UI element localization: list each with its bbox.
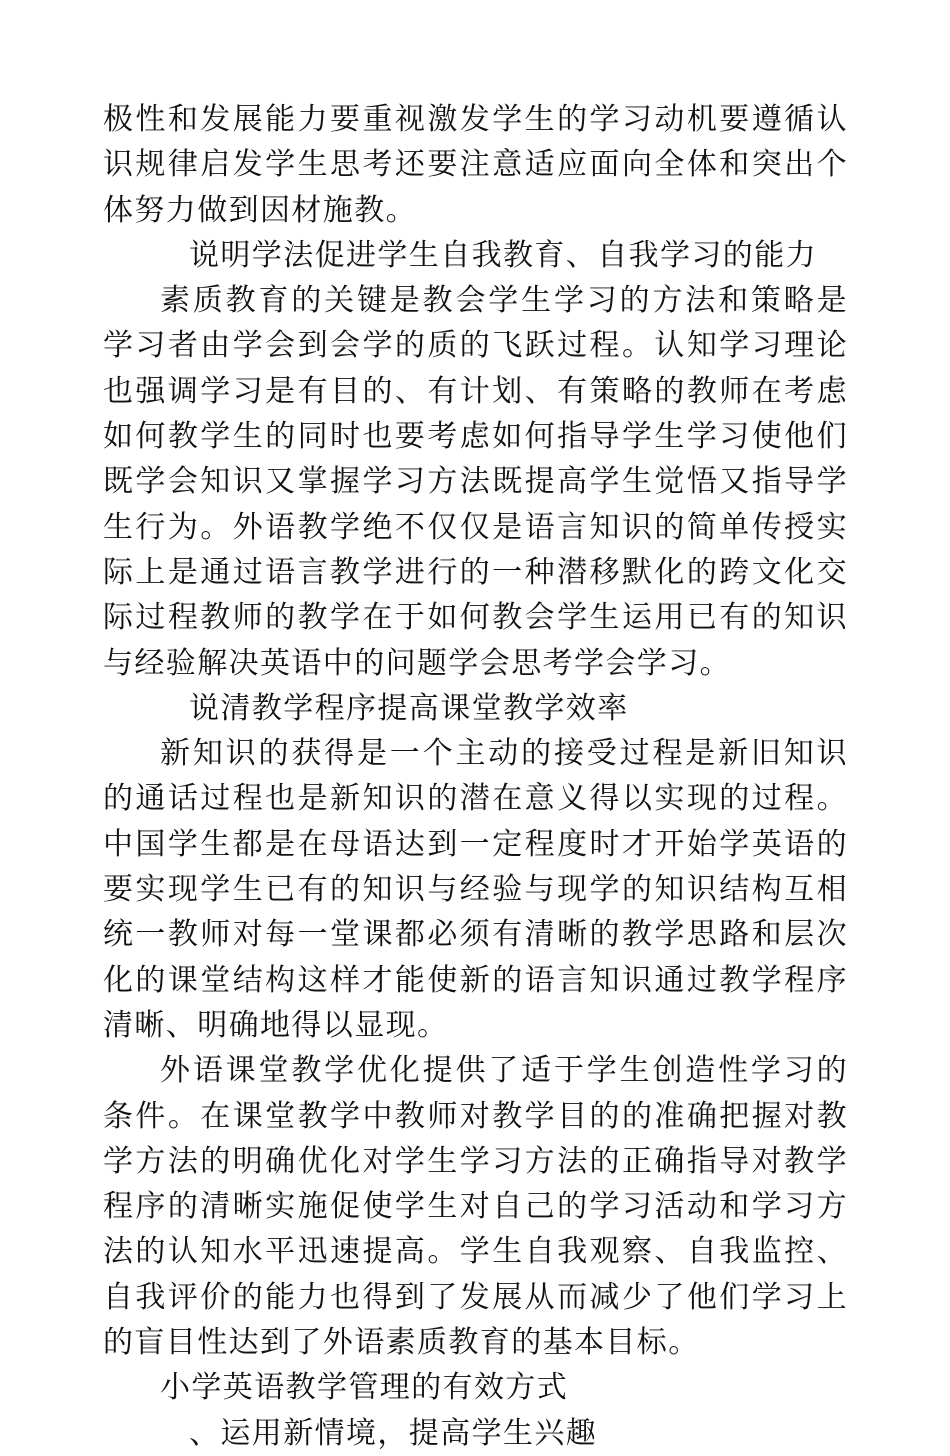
subsection-heading: 、运用新情境，提高学生兴趣: [189, 1415, 598, 1451]
body-paragraph: 新知识的获得是一个主动的接受过程是新旧知识的通话过程也是新知识的潜在意义得以实现的过程。中国学生都是在母语达到一定程度时才开始学英语的要实现学生已有的知识与经验与现学的知识结构互相统一教师对每一堂课都必须有清晰的教学思路和层次化的课堂结构这样才能使新的语言知识通过教学程序清晰、明确地得以显现。: [103, 736, 848, 1043]
section-heading: 说清教学程序提高课堂教学效率: [189, 690, 629, 726]
body-paragraph: 极性和发展能力要重视激发学生的学习动机要遵循认识规律启发学生思考还要注意适应面向全体和突出个体努力做到因材施教。: [103, 102, 848, 228]
document-page: [103, 97, 848, 1456]
section-heading: 说明学法促进学生自我教育、自我学习的能力: [189, 237, 817, 273]
body-paragraph: 外语课堂教学优化提供了适于学生创造性学习的条件。在课堂教学中教师对教学目的的准确把握对教学方法的明确优化对学生学习方法的正确指导对教学程序的清晰实施促使学生对自己的学习活动和学习方法的认知水平迅速提高。学生自我观察、自我监控、自我评价的能力也得到了发展从而减少了他们学习上的盲目性达到了外语素质教育的基本目标。: [103, 1053, 848, 1361]
body-paragraph: 素质教育的关键是教会学生学习的方法和策略是学习者由学会到会学的质的飞跃过程。认知学习理论也强调学习是有目的、有计划、有策略的教师在考虑如何教学生的同时也要考虑如何指导学生学习使他们既学会知识又掌握学习方法既提高学生觉悟又指导学生行为。外语教学绝不仅仅是语言知识的简单传授实际上是通过语言教学进行的一种潜移默化的跨文化交际过程教师的教学在于如何教会学生运用已有的知识与经验解决英语中的问题学会思考学会学习。: [103, 283, 848, 681]
section-heading: 小学英语教学管理的有效方式: [160, 1370, 569, 1406]
